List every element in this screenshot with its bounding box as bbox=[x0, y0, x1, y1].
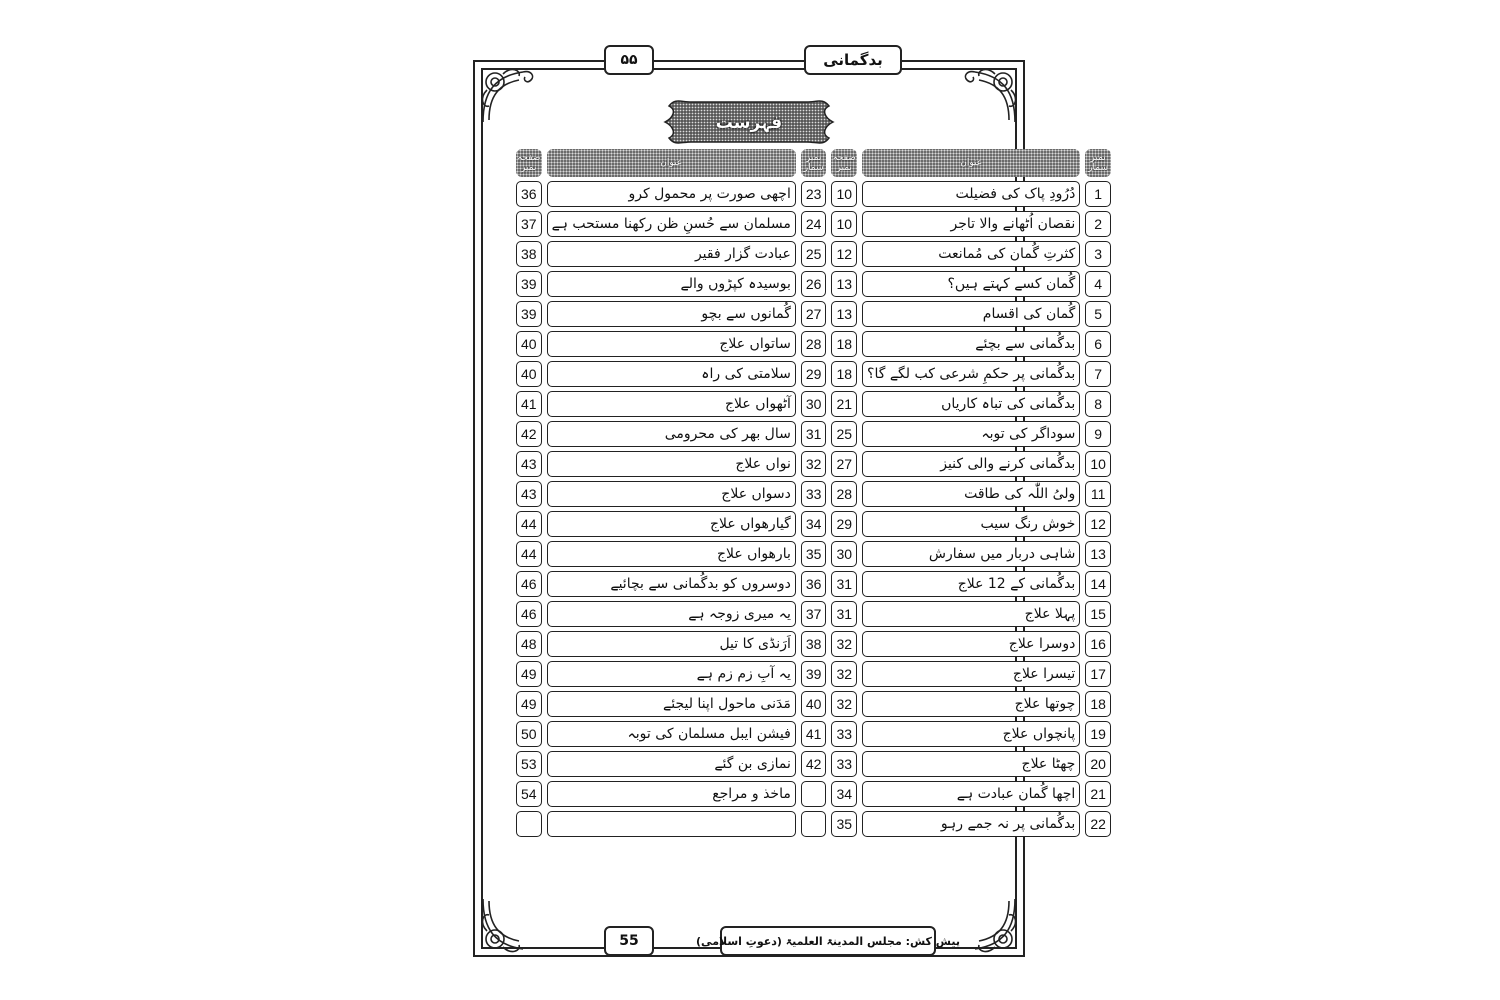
page2-cell: 43 bbox=[516, 481, 542, 507]
table-row bbox=[516, 481, 1111, 507]
col-title-header: عنوان bbox=[862, 149, 1080, 177]
table-row bbox=[516, 241, 1111, 267]
title-cell: بدگُمانی کے 12 علاج bbox=[862, 571, 1080, 597]
serial2-cell: 27 bbox=[801, 301, 827, 327]
serial2-cell: 31 bbox=[801, 421, 827, 447]
page-cell: 12 bbox=[831, 241, 857, 267]
page-cell: 13 bbox=[831, 301, 857, 327]
page-cell: 13 bbox=[831, 271, 857, 297]
title2-cell: سلامتی کی راہ bbox=[547, 361, 796, 387]
table-row bbox=[516, 631, 1111, 657]
title2-cell: عبادت گزار فقیر bbox=[547, 241, 796, 267]
page-cell: 18 bbox=[831, 331, 857, 357]
serial2-cell: 23 bbox=[801, 181, 827, 207]
page2-cell: 50 bbox=[516, 721, 542, 747]
table-header-row bbox=[516, 149, 1111, 177]
title2-cell: ماخذ و مراجع bbox=[547, 781, 796, 807]
serial-cell: 19 bbox=[1085, 721, 1111, 747]
table-row bbox=[516, 571, 1111, 597]
col-serial-header: نمبر شمار bbox=[1085, 149, 1111, 177]
corner-ornament-icon bbox=[953, 62, 1023, 132]
title-cell: سوداگر کی توبہ bbox=[862, 421, 1080, 447]
page-cell: 30 bbox=[831, 541, 857, 567]
serial-cell: 1 bbox=[1085, 181, 1111, 207]
table-row bbox=[516, 811, 1111, 837]
serial-cell: 14 bbox=[1085, 571, 1111, 597]
title-cell: چوتھا علاج bbox=[862, 691, 1080, 717]
table-row bbox=[516, 331, 1111, 357]
title-cell: اچھا گُمان عبادت ہے bbox=[862, 781, 1080, 807]
page-cell: 29 bbox=[831, 511, 857, 537]
title2-cell: یہ میری زوجہ ہے bbox=[547, 601, 796, 627]
page-cell: 32 bbox=[831, 631, 857, 657]
running-title: بدگمانی bbox=[804, 45, 902, 75]
title2-cell bbox=[547, 811, 796, 837]
title-cell: تیسرا علاج bbox=[862, 661, 1080, 687]
serial-cell: 8 bbox=[1085, 391, 1111, 417]
title-cell: بدگُمانی پر نہ جمے رہو bbox=[862, 811, 1080, 837]
serial2-cell: 28 bbox=[801, 331, 827, 357]
serial2-cell: 39 bbox=[801, 661, 827, 687]
serial-cell: 17 bbox=[1085, 661, 1111, 687]
table-row bbox=[516, 301, 1111, 327]
title-cell: بدگُمانی کرنے والی کنیز bbox=[862, 451, 1080, 477]
serial-cell: 18 bbox=[1085, 691, 1111, 717]
page-cell: 18 bbox=[831, 361, 857, 387]
page2-cell: 49 bbox=[516, 691, 542, 717]
corner-ornament-icon bbox=[953, 889, 1023, 959]
page2-cell: 40 bbox=[516, 361, 542, 387]
page2-cell: 38 bbox=[516, 241, 542, 267]
page-cell: 32 bbox=[831, 691, 857, 717]
title-cell: دُرُودِ پاک کی فضیلت bbox=[862, 181, 1080, 207]
title-cell: بدگُمانی پر حکمِ شرعی کب لگے گا؟ bbox=[862, 361, 1080, 387]
title2-cell: گیارھواں علاج bbox=[547, 511, 796, 537]
page2-cell: 36 bbox=[516, 181, 542, 207]
page-cell: 31 bbox=[831, 601, 857, 627]
serial-cell: 21 bbox=[1085, 781, 1111, 807]
page2-cell: 46 bbox=[516, 571, 542, 597]
page-cell: 31 bbox=[831, 571, 857, 597]
page2-cell: 44 bbox=[516, 511, 542, 537]
title2-cell: دسواں علاج bbox=[547, 481, 796, 507]
page2-cell: 42 bbox=[516, 421, 542, 447]
book-page bbox=[473, 42, 1109, 967]
title2-cell: اچھی صورت پر محمول کرو bbox=[547, 181, 796, 207]
col-page-header: صفحہ نمبر bbox=[831, 149, 857, 177]
title2-cell: بارھواں علاج bbox=[547, 541, 796, 567]
table-row bbox=[516, 421, 1111, 447]
serial-cell: 6 bbox=[1085, 331, 1111, 357]
page-cell: 10 bbox=[831, 181, 857, 207]
page-number-bottom: 55 bbox=[604, 926, 654, 956]
title-cell: بدگُمانی کی تباہ کاریاں bbox=[862, 391, 1080, 417]
table-row bbox=[516, 391, 1111, 417]
table-row bbox=[516, 751, 1111, 777]
page-cell: 10 bbox=[831, 211, 857, 237]
title2-cell: گُمانوں سے بچو bbox=[547, 301, 796, 327]
title-cell: پہلا علاج bbox=[862, 601, 1080, 627]
serial2-cell: 40 bbox=[801, 691, 827, 717]
page-cell: 32 bbox=[831, 661, 857, 687]
page-cell: 35 bbox=[831, 811, 857, 837]
serial2-cell: 24 bbox=[801, 211, 827, 237]
table-row bbox=[516, 691, 1111, 717]
table-row bbox=[516, 541, 1111, 567]
title2-cell: نواں علاج bbox=[547, 451, 796, 477]
title2-cell: بوسیدہ کپڑوں والے bbox=[547, 271, 796, 297]
title2-cell: مسلمان سے حُسنِ ظن رکھنا مستحب ہے bbox=[547, 211, 796, 237]
title-cell: ولیُ اللّٰہ کی طاقت bbox=[862, 481, 1080, 507]
serial2-cell: 30 bbox=[801, 391, 827, 417]
page2-cell: 46 bbox=[516, 601, 542, 627]
serial2-cell: 33 bbox=[801, 481, 827, 507]
serial-cell: 20 bbox=[1085, 751, 1111, 777]
page2-cell: 37 bbox=[516, 211, 542, 237]
serial-cell: 16 bbox=[1085, 631, 1111, 657]
serial2-cell: 35 bbox=[801, 541, 827, 567]
corner-ornament-icon bbox=[475, 62, 545, 132]
page-cell: 33 bbox=[831, 751, 857, 777]
title-cell: گُمان کی اقسام bbox=[862, 301, 1080, 327]
page2-cell: 43 bbox=[516, 451, 542, 477]
table-row bbox=[516, 601, 1111, 627]
title-cell: خوش رنگ سیب bbox=[862, 511, 1080, 537]
page2-cell: 48 bbox=[516, 631, 542, 657]
page2-cell bbox=[516, 811, 542, 837]
page2-cell: 40 bbox=[516, 331, 542, 357]
title2-cell: فیشن ایبل مسلمان کی توبہ bbox=[547, 721, 796, 747]
serial2-cell bbox=[801, 781, 827, 807]
serial2-cell: 29 bbox=[801, 361, 827, 387]
table-of-contents bbox=[511, 145, 1116, 841]
page2-cell: 44 bbox=[516, 541, 542, 567]
contents-heading: فہرست bbox=[715, 112, 783, 133]
table-row bbox=[516, 451, 1111, 477]
title-cell: گُمان کسے کہتے ہیں؟ bbox=[862, 271, 1080, 297]
serial-cell: 22 bbox=[1085, 811, 1111, 837]
table-body bbox=[516, 181, 1111, 837]
serial-cell: 7 bbox=[1085, 361, 1111, 387]
title2-cell: دوسروں کو بدگُمانی سے بچائیے bbox=[547, 571, 796, 597]
serial-cell: 4 bbox=[1085, 271, 1111, 297]
title2-cell: ساتواں علاج bbox=[547, 331, 796, 357]
title2-cell: اَرَنڈی کا تیل bbox=[547, 631, 796, 657]
page2-cell: 39 bbox=[516, 301, 542, 327]
serial-cell: 5 bbox=[1085, 301, 1111, 327]
title-cell: کثرتِ گُمان کی مُمانعت bbox=[862, 241, 1080, 267]
contents-heading-banner bbox=[661, 94, 837, 150]
publisher-credit: پیش کش: مجلس المدینۃ العلمیۃ (دعوتِ اسلامی) bbox=[720, 926, 936, 956]
table-row bbox=[516, 721, 1111, 747]
serial-cell: 12 bbox=[1085, 511, 1111, 537]
page-cell: 33 bbox=[831, 721, 857, 747]
serial-cell: 10 bbox=[1085, 451, 1111, 477]
title-cell: دوسرا علاج bbox=[862, 631, 1080, 657]
table-row bbox=[516, 511, 1111, 537]
serial2-cell: 34 bbox=[801, 511, 827, 537]
serial2-cell: 26 bbox=[801, 271, 827, 297]
title2-cell: آٹھواں علاج bbox=[547, 391, 796, 417]
page2-cell: 39 bbox=[516, 271, 542, 297]
page2-cell: 54 bbox=[516, 781, 542, 807]
table-row bbox=[516, 181, 1111, 207]
title2-cell: یہ آبِ زم زم ہے bbox=[547, 661, 796, 687]
serial2-cell: 37 bbox=[801, 601, 827, 627]
table-row bbox=[516, 361, 1111, 387]
title2-cell: نمازی بن گئے bbox=[547, 751, 796, 777]
col-title2-header: عنوان bbox=[547, 149, 796, 177]
serial2-cell bbox=[801, 811, 827, 837]
serial2-cell: 25 bbox=[801, 241, 827, 267]
serial-cell: 13 bbox=[1085, 541, 1111, 567]
table-row bbox=[516, 211, 1111, 237]
serial-cell: 15 bbox=[1085, 601, 1111, 627]
corner-ornament-icon bbox=[475, 889, 545, 959]
title-cell: بدگُمانی سے بچئے bbox=[862, 331, 1080, 357]
serial2-cell: 38 bbox=[801, 631, 827, 657]
serial-cell: 9 bbox=[1085, 421, 1111, 447]
page-cell: 28 bbox=[831, 481, 857, 507]
page2-cell: 53 bbox=[516, 751, 542, 777]
page-cell: 21 bbox=[831, 391, 857, 417]
serial2-cell: 36 bbox=[801, 571, 827, 597]
col-page2-header: صفحہ نمبر bbox=[516, 149, 542, 177]
table-row bbox=[516, 271, 1111, 297]
serial-cell: 2 bbox=[1085, 211, 1111, 237]
title-cell: نقصان اُٹھانے والا تاجر bbox=[862, 211, 1080, 237]
serial2-cell: 32 bbox=[801, 451, 827, 477]
title-cell: چھٹا علاج bbox=[862, 751, 1080, 777]
title2-cell: سال بھر کی محرومی bbox=[547, 421, 796, 447]
page-cell: 34 bbox=[831, 781, 857, 807]
page-cell: 25 bbox=[831, 421, 857, 447]
table-row bbox=[516, 781, 1111, 807]
title2-cell: مَدَنی ماحول اپنا لیجئے bbox=[547, 691, 796, 717]
title-cell: شاہی دربار میں سفارش bbox=[862, 541, 1080, 567]
serial-cell: 3 bbox=[1085, 241, 1111, 267]
serial2-cell: 42 bbox=[801, 751, 827, 777]
col-serial2-header: نمبر شمار bbox=[801, 149, 827, 177]
title-cell: پانچواں علاج bbox=[862, 721, 1080, 747]
serial-cell: 11 bbox=[1085, 481, 1111, 507]
page-number-top: ۵۵ bbox=[604, 45, 654, 75]
page2-cell: 41 bbox=[516, 391, 542, 417]
table-row bbox=[516, 661, 1111, 687]
serial2-cell: 41 bbox=[801, 721, 827, 747]
page-cell: 27 bbox=[831, 451, 857, 477]
page2-cell: 49 bbox=[516, 661, 542, 687]
